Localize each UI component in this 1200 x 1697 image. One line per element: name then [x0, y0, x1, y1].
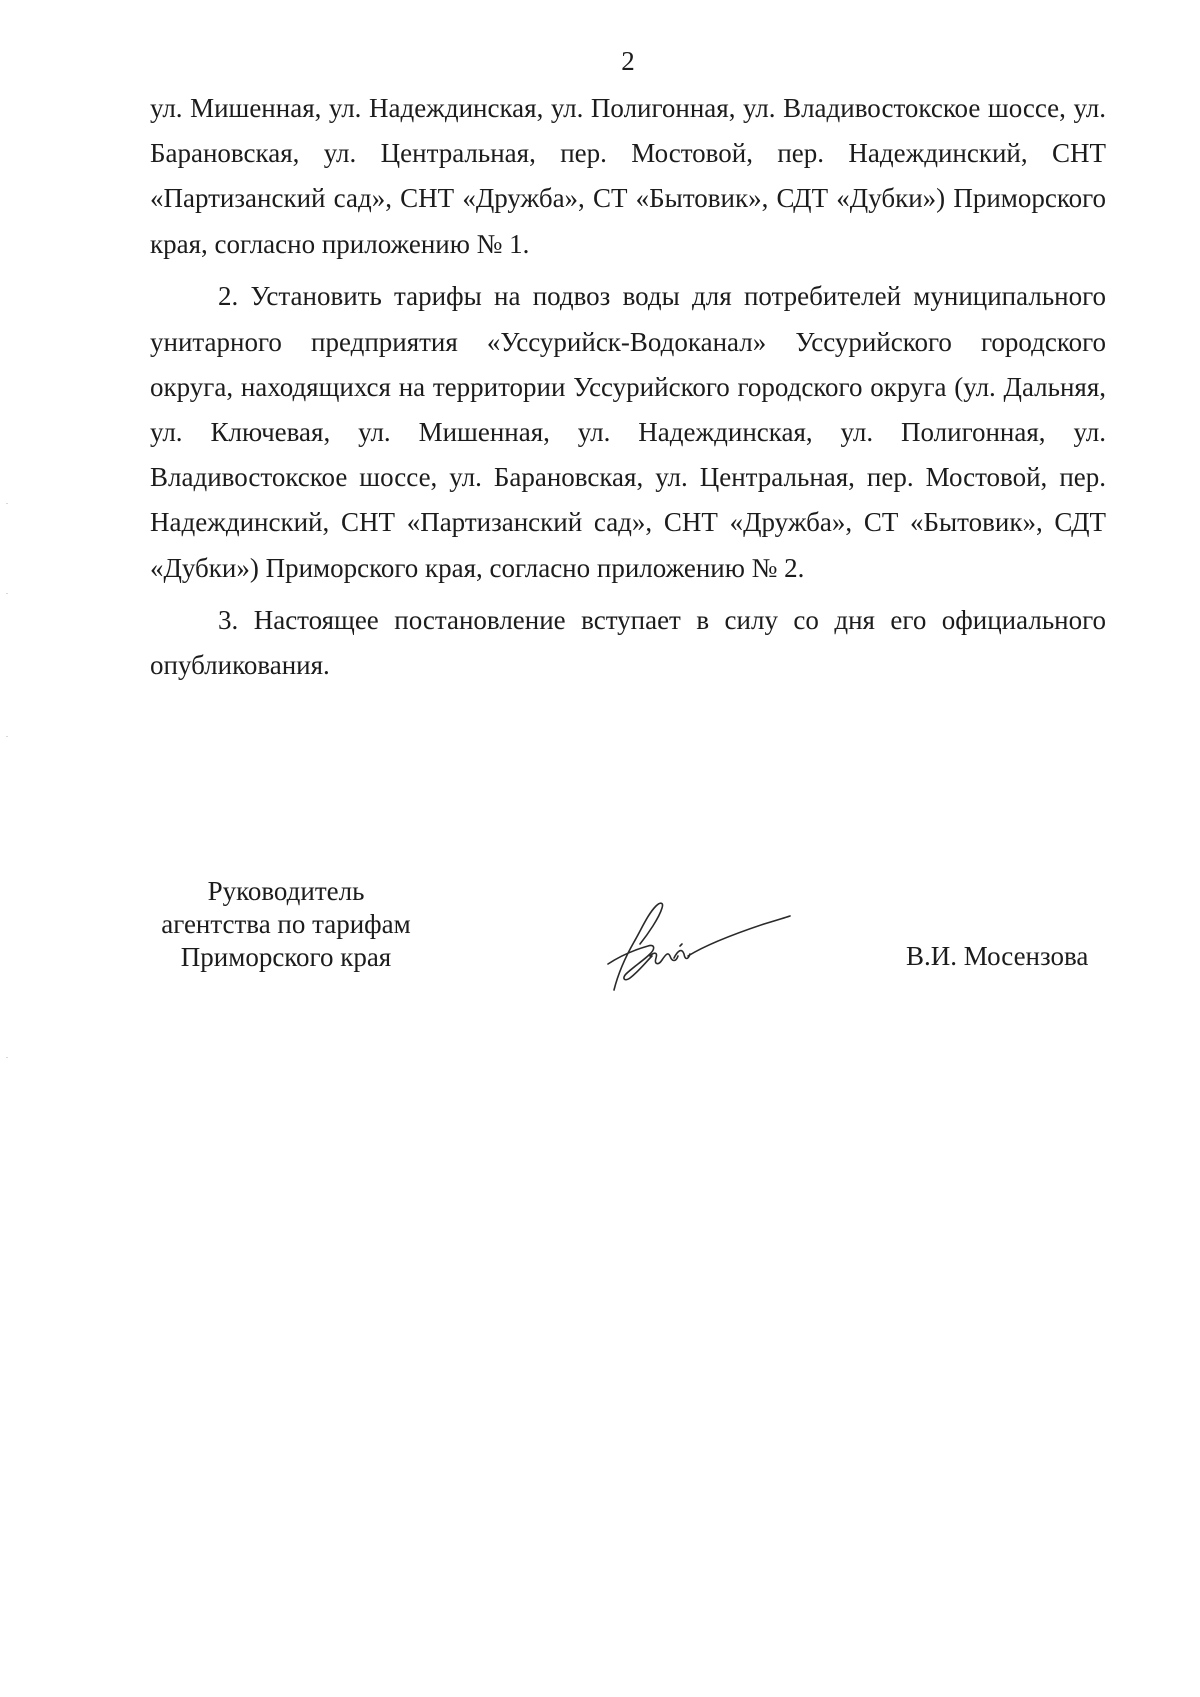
scan-artifact [6, 1057, 8, 1058]
signatory-title [146, 875, 426, 974]
paragraph-item-3: 3. Настоящее постановление вступает в силу со дня его официального опубликования. [150, 605, 1106, 681]
signatory-title-line: Приморского края [180, 942, 392, 972]
scan-artifact [6, 593, 8, 594]
paragraph-continuation: ул. Мишенная, ул. Надеждинская, ул. Полигонная, ул. Владивостокское шоссе, ул. Барановская, ул. Центральная, пер. Мостовой, пер. Надеждинский, СНТ «Партизанский сад», СНТ «Дружба», СТ «Бытовик», СДТ «Дубки») Приморского края, согласно приложению № 1. [150, 93, 1106, 259]
document-body [150, 86, 1106, 689]
scan-artifact [6, 736, 8, 737]
signer-name: В.И. Мосензова [906, 941, 1089, 971]
scan-artifact [6, 503, 8, 504]
signatory-title-line: Руководитель [207, 876, 365, 906]
page-number: 2 [621, 46, 635, 76]
paragraph-item-2: 2. Установить тарифы на подвоз воды для потребителей муниципального унитарного предприятия «Уссурийск-Водоканал» Уссурийского городского округа, находящихся на территории Уссурийского городского округа (ул. Дальняя, ул. Ключевая, ул. Мишенная, ул. Надеждинская, ул. Полигонная, ул. Владивостокское шоссе, ул. Барановская, ул. Центральная, пер. Мостовой, пер. Надеждинский, СНТ «Партизанский сад», СНТ «Дружба», СТ «Бытовик», СДТ «Дубки») Приморского края, согласно приложению № 2. [150, 281, 1106, 583]
signatory-title-line: агентства по тарифам [161, 909, 411, 939]
handwritten-signature [604, 894, 794, 998]
